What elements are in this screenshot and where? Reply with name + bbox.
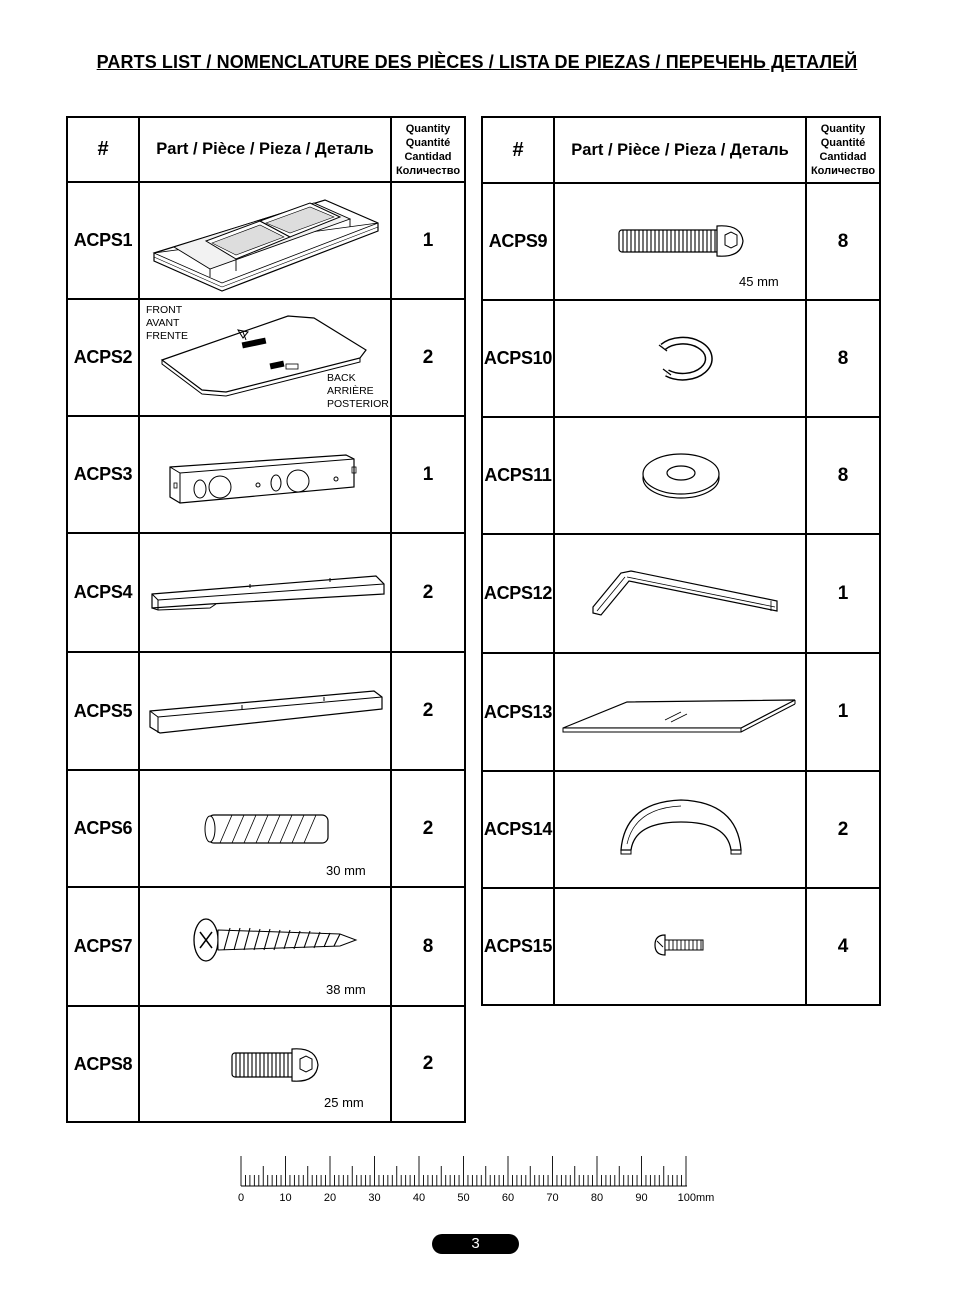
part-quantity: 1: [391, 416, 465, 533]
part-id: ACPS10: [482, 300, 554, 417]
glass-panel-icon: [555, 654, 805, 770]
size-label: 45 mm: [739, 274, 779, 289]
part-id: ACPS15: [482, 888, 554, 1005]
part-image-cell: [139, 299, 391, 416]
table-row: [67, 652, 465, 770]
table-header-row: [67, 117, 465, 182]
handle-icon: [555, 772, 805, 887]
table-row: [482, 653, 880, 771]
part-image-cell: [139, 1006, 391, 1122]
part-id: ACPS1: [67, 182, 139, 299]
part-quantity: 8: [391, 887, 465, 1006]
parts-table-right: [481, 116, 881, 1006]
part-quantity: 8: [806, 300, 880, 417]
table-row: [67, 299, 465, 416]
part-id: ACPS12: [482, 534, 554, 653]
part-id: ACPS9: [482, 183, 554, 300]
part-quantity: 2: [391, 1006, 465, 1122]
ruler-label: 20: [323, 1192, 337, 1204]
part-quantity: 2: [391, 770, 465, 887]
part-image-cell: [554, 300, 806, 417]
size-label: 30 mm: [326, 863, 366, 878]
allen-key-icon: [555, 535, 805, 652]
part-id: ACPS14: [482, 771, 554, 888]
back-label: BACK ARRIÈRE POSTERIOR: [327, 372, 389, 410]
table-row: [67, 533, 465, 652]
part-image-cell: [554, 888, 806, 1005]
page-title: PARTS LIST / NOMENCLATURE DES PIÈCES / LISTA DE PIEZAS / ПЕРЕЧЕНЬ ДЕТАЛЕЙ: [96, 52, 858, 72]
part-quantity: 2: [391, 299, 465, 416]
part-image-cell: [554, 653, 806, 771]
part-quantity: 8: [806, 417, 880, 534]
table-row: [67, 416, 465, 533]
table-row: [67, 182, 465, 299]
ruler-label: 100mm: [677, 1192, 715, 1204]
part-id: ACPS7: [67, 887, 139, 1006]
ruler-label: 30: [368, 1192, 381, 1204]
size-label: 25 mm: [324, 1095, 364, 1110]
table-row: [67, 1006, 465, 1122]
table-row: [67, 887, 465, 1006]
ruler-label: 60: [501, 1192, 515, 1204]
header-quantity: Quantity Quantité Cantidad Количество: [391, 117, 465, 182]
part-image-cell: [554, 183, 806, 300]
header-part: Part / Pièce / Pieza / Деталь: [554, 117, 806, 183]
part-image-cell: [139, 416, 391, 533]
header-number: #: [67, 117, 139, 182]
part-image-cell: [554, 534, 806, 653]
header-part: Part / Pièce / Pieza / Деталь: [139, 117, 391, 182]
part-id: ACPS5: [67, 652, 139, 770]
table-row: [67, 770, 465, 887]
part-id: ACPS4: [67, 533, 139, 652]
ruler-label: 0: [237, 1192, 245, 1204]
part-quantity: 4: [806, 888, 880, 1005]
part-id: ACPS3: [67, 416, 139, 533]
small-machine-screw-icon: [555, 889, 805, 1004]
ruler-label: 50: [457, 1192, 470, 1204]
table-row: [482, 771, 880, 888]
table-row: [482, 888, 880, 1005]
part-image-cell: [139, 887, 391, 1006]
part-image-cell: [139, 533, 391, 652]
part-image-cell: [554, 417, 806, 534]
ruler-label: 80: [590, 1192, 604, 1204]
part-image-cell: [139, 182, 391, 299]
table-row: [482, 417, 880, 534]
part-quantity: 2: [806, 771, 880, 888]
size-label: 38 mm: [326, 982, 366, 997]
page-number: 3: [432, 1234, 519, 1254]
flat-washer-icon: [555, 418, 805, 533]
part-image-cell: [139, 652, 391, 770]
table-row: [482, 534, 880, 653]
part-quantity: 2: [391, 652, 465, 770]
front-label: FRONT AVANT FRENTE: [146, 304, 188, 342]
part-quantity: 1: [391, 182, 465, 299]
table-header-row: [482, 117, 880, 183]
part-quantity: 1: [806, 653, 880, 771]
millimeter-ruler: [236, 1150, 726, 1210]
part-id: ACPS8: [67, 1006, 139, 1122]
table-row: [482, 183, 880, 300]
header-quantity: Quantity Quantité Cantidad Количество: [806, 117, 880, 183]
ruler-label: 90: [635, 1192, 648, 1204]
part-id: ACPS13: [482, 653, 554, 771]
part-image-cell: [139, 770, 391, 887]
tv-stand-top-panel-illustration: [140, 183, 390, 298]
rail-illustration: [140, 534, 390, 651]
table-row: [482, 300, 880, 417]
part-id: ACPS11: [482, 417, 554, 534]
part-quantity: 1: [806, 534, 880, 653]
connector-bracket-illustration: [140, 417, 390, 532]
rail-illustration: [140, 653, 390, 769]
part-id: ACPS6: [67, 770, 139, 887]
part-id: ACPS2: [67, 299, 139, 416]
header-number: #: [482, 117, 554, 183]
ruler-label: 40: [412, 1192, 426, 1204]
part-image-cell: [554, 771, 806, 888]
parts-table-left: [66, 116, 466, 1123]
part-quantity: 8: [806, 183, 880, 300]
ruler-label: 10: [279, 1192, 292, 1204]
split-lock-washer-icon: [555, 301, 805, 416]
ruler-label: 70: [546, 1192, 559, 1204]
part-quantity: 2: [391, 533, 465, 652]
